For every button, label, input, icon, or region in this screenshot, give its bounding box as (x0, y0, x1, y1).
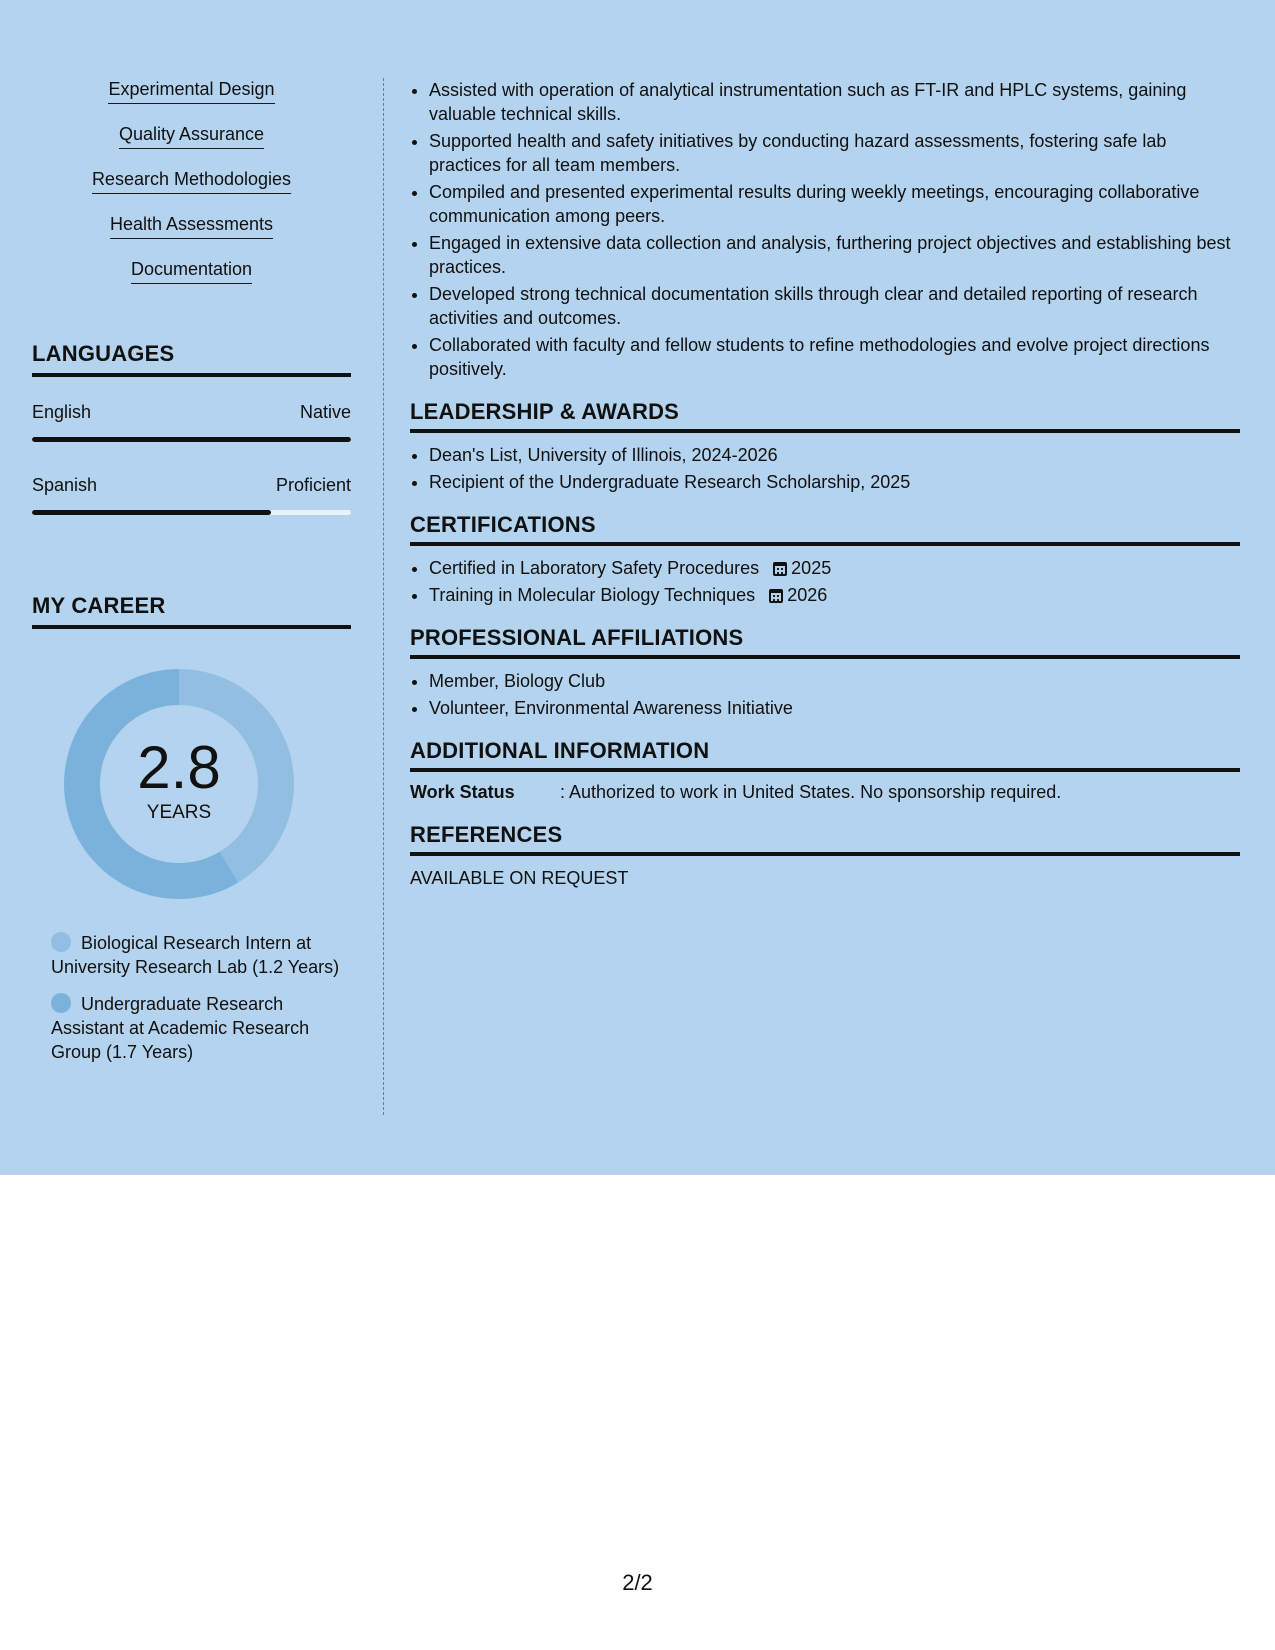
certifications-heading: CERTIFICATIONS (410, 512, 1240, 546)
skill-tag: Quality Assurance (119, 123, 264, 149)
skill-item (32, 78, 351, 105)
additional-info-heading: ADDITIONAL INFORMATION (410, 738, 1240, 772)
language-name: English (32, 402, 92, 422)
career-section (32, 593, 351, 1064)
experience-bullets (410, 78, 1240, 381)
affiliation-item: • Volunteer, Environmental Awareness Initiative (429, 696, 1240, 720)
experience-bullet: • Collaborated with faculty and fellow students to refine methodologies and evolve project directions positively. (429, 333, 1240, 381)
skill-tag: Experimental Design (108, 78, 274, 104)
legend-dot (51, 993, 71, 1013)
certification-name: Certified in Laboratory Safety Procedures (429, 558, 760, 578)
career-legend (51, 931, 341, 1064)
leadership-item: • Dean's List, University of Illinois, 2024-2026 (429, 443, 1240, 467)
experience-bullet: • Compiled and presented experimental results during weekly meetings, encouraging collaborative communication among peers. (429, 180, 1240, 228)
language-bar (32, 437, 351, 442)
experience-bullet: • Supported health and safety initiatives by conducting hazard assessments, fostering safe lab practices for all team members. (429, 129, 1240, 177)
skill-item (32, 168, 351, 195)
experience-bullet: • Engaged in extensive data collection and analysis, furthering project objectives and establishing best practices. (429, 231, 1240, 279)
page-number: 2/2 (622, 1570, 653, 1595)
donut-center (64, 669, 294, 899)
legend-dot (51, 932, 71, 952)
affiliations-list (410, 669, 1240, 720)
career-legend-label: Biological Research Intern at University Research Lab (1.2 Years) (51, 933, 340, 977)
experience-bullet: • Developed strong technical documentation skills through clear and detailed reporting of research activities and outcomes. (429, 282, 1240, 330)
references-heading: REFERENCES (410, 822, 1240, 856)
career-total-unit: YEARS (146, 802, 212, 823)
language-name: Spanish (32, 475, 98, 495)
experience-bullet: • Assisted with operation of analytical instrumentation such as FT-IR and HPLC systems, gaining valuable technical skills. (429, 78, 1240, 126)
affiliation-item: • Member, Biology Club (429, 669, 1240, 693)
certification-year: 2026 (787, 585, 828, 605)
calendar-icon (773, 562, 787, 576)
references-text: AVAILABLE ON REQUEST (410, 868, 629, 888)
language-row (32, 474, 351, 496)
work-status-label: Work Status (410, 782, 515, 802)
skill-tag: Health Assessments (110, 213, 273, 239)
column-divider (383, 78, 384, 1115)
skill-tag: Documentation (131, 258, 252, 284)
skill-item (32, 123, 351, 150)
career-legend-item (51, 992, 341, 1064)
languages-section (32, 341, 351, 515)
certification-name: Training in Molecular Biology Techniques (429, 585, 756, 605)
skills-list (32, 78, 351, 285)
skill-item (32, 213, 351, 240)
affiliations-heading: PROFESSIONAL AFFILIATIONS (410, 625, 1240, 659)
certification-item (429, 583, 1240, 607)
sidebar (32, 78, 351, 1077)
leadership-item: • Recipient of the Undergraduate Research Scholarship, 2025 (429, 470, 1240, 494)
certification-item (429, 556, 1240, 580)
skill-item (32, 258, 351, 285)
career-legend-item (51, 931, 341, 979)
language-row (32, 401, 351, 423)
career-total-value: 2.8 (137, 734, 221, 801)
career-donut-chart (64, 669, 294, 899)
work-status-value: : Authorized to work in United States. No sponsorship required. (560, 782, 1062, 802)
career-legend-label: Undergraduate Research Assistant at Academic Research Group (1.7 Years) (51, 994, 310, 1062)
languages-heading: LANGUAGES (32, 341, 351, 377)
language-bar-fill (32, 437, 351, 442)
certification-year: 2025 (791, 558, 832, 578)
certifications-list (410, 556, 1240, 607)
career-heading: MY CAREER (32, 593, 351, 629)
skill-tag: Research Methodologies (92, 168, 291, 194)
calendar-icon (769, 589, 783, 603)
work-status-row (410, 780, 1240, 804)
main-content (410, 78, 1240, 890)
language-level: Proficient (275, 475, 351, 495)
leadership-list (410, 443, 1240, 494)
language-bar (32, 510, 351, 515)
language-level: Native (299, 402, 351, 422)
leadership-heading: LEADERSHIP & AWARDS (410, 399, 1240, 433)
language-bar-fill (32, 510, 271, 515)
